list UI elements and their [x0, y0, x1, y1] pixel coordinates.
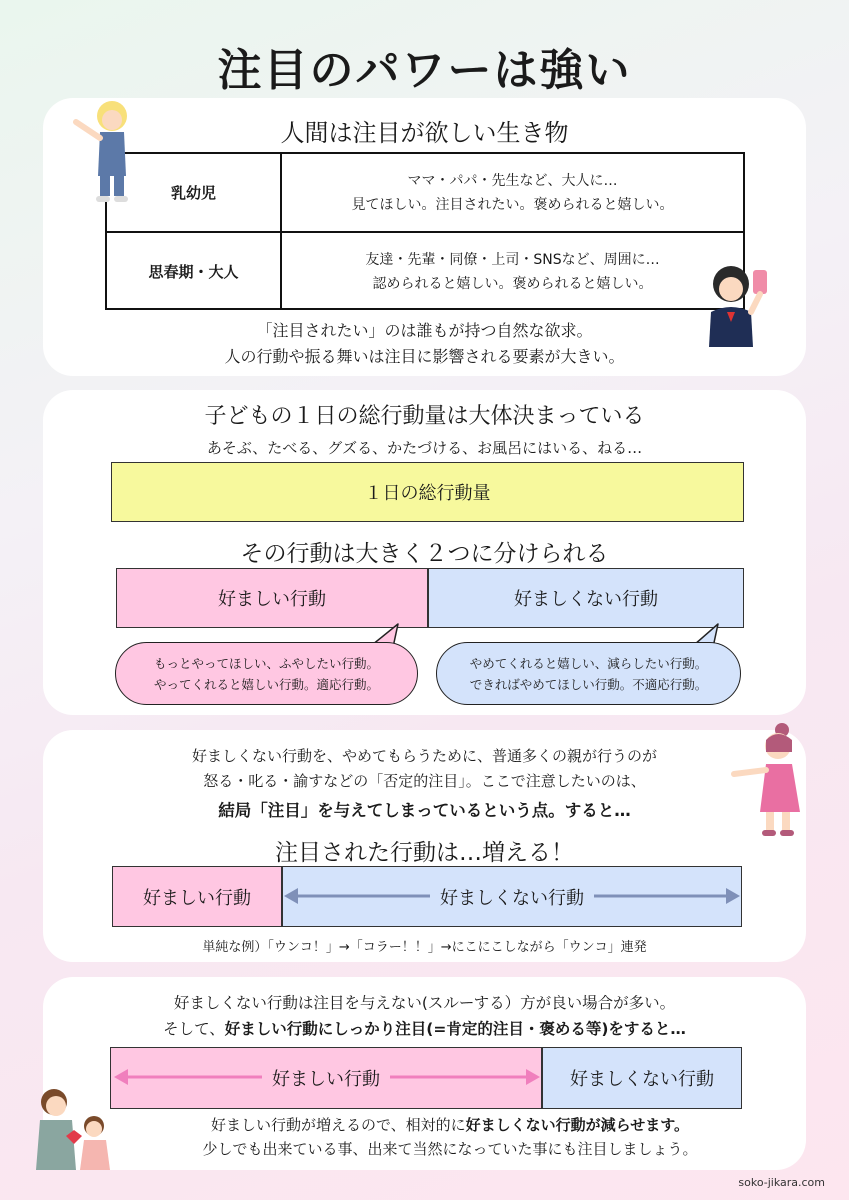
bubble-line: やめてくれると嬉しい、減らしたい行動。 — [469, 655, 708, 671]
site-url: soko-jikara.com — [738, 1176, 825, 1189]
good-behavior-label-wrap — [110, 1047, 542, 1109]
note-line: 「注目されたい」のは誰もが持つ自然な欲求。 — [256, 321, 593, 340]
text-segment-emphasis: 好ましい行動にしっかり注目(=肯定的注目・褒める等)をすると… — [224, 1020, 686, 1038]
bad-behavior-bubble — [436, 642, 741, 705]
note-segment-emphasis: 好ましくない行動が減らせます。 — [465, 1116, 690, 1134]
mother-child-illustration — [30, 1086, 120, 1176]
note-line: 少しでも出来ている事、出来て当然になっていた事にも注目しましょう。 — [202, 1140, 698, 1158]
table-row-label: 乳幼児 — [107, 154, 282, 233]
text-segment: そして、 — [163, 1020, 225, 1038]
section4-text — [43, 990, 806, 1042]
table-desc-line: 友達・先輩・同僚・上司・SNSなど、周囲に… — [365, 251, 660, 268]
note-segment: 好ましい行動が増えるので、相対的に — [210, 1116, 466, 1134]
table-desc-line: 認められると嬉しい。褒められると嬉しい。 — [372, 275, 653, 292]
pointing-woman-illustration — [730, 722, 820, 842]
bad-behavior-small-bar: 好ましくない行動 — [542, 1047, 742, 1109]
note-line — [110, 1113, 790, 1137]
text-line — [43, 1016, 806, 1042]
bad-behavior-bar: 好ましくない行動 — [428, 568, 744, 628]
note-line: 人の行動や振る舞いは注目に影響される要素が大きい。 — [224, 347, 625, 366]
simple-example: 単純な例）「ウンコ！」→「コラー！！」→にこにこしながら「ウンコ」連発 — [202, 940, 647, 955]
bubble-line: できればやめてほしい行動。不適応行動。 — [469, 676, 708, 692]
section4-notes — [110, 1113, 790, 1161]
table-row-label: 思春期・大人 — [107, 233, 282, 310]
section1-heading: 人間は注目が欲しい生き物 — [280, 119, 569, 147]
bad-behavior-label-wrap — [282, 866, 742, 927]
text-line-emphasis: 結局「注目」を与えてしまっているという点。すると… — [218, 801, 631, 820]
section3-heading: 注目された行動は…増える！ — [275, 840, 574, 866]
page-title: 注目のパワーは強い — [217, 45, 632, 96]
total-behavior-bar: １日の総行動量 — [111, 462, 744, 522]
bad-behavior-label: 好ましくない行動 — [430, 884, 594, 910]
good-behavior-label: 好ましい行動 — [262, 1065, 390, 1091]
text-line: 怒る・叱る・諭すなどの「否定的注目」。ここで注意したいのは、 — [203, 772, 646, 790]
bubble-line: もっとやってほしい、ふやしたい行動。 — [153, 655, 379, 671]
behavior-examples: あそぶ、たべる、グズる、かたづける、お風呂にはいる、ねる… — [206, 439, 643, 457]
text-line: 好ましくない行動は注目を与えない(スルーする）方が良い場合が多い。 — [173, 994, 676, 1012]
good-behavior-bar: 好ましい行動 — [116, 568, 428, 628]
section3-text — [43, 744, 806, 823]
section2-heading: 子どもの１日の総行動量は大体決まっている — [204, 404, 645, 429]
bubble-line: やってくれると嬉しい行動。適応行動。 — [153, 676, 379, 692]
good-behavior-small-bar: 好ましい行動 — [112, 866, 282, 927]
good-behavior-bubble — [115, 642, 418, 705]
split-heading: その行動は大きく２つに分けられる — [240, 541, 609, 567]
text-line: 好ましくない行動を、やめてもらうために、普通多くの親が行うのが — [191, 747, 657, 765]
table-desc-line: ママ・パパ・先生など、大人に… — [407, 172, 618, 189]
table-desc-line: 見てほしい。注目されたい。褒められると嬉しい。 — [351, 196, 674, 213]
